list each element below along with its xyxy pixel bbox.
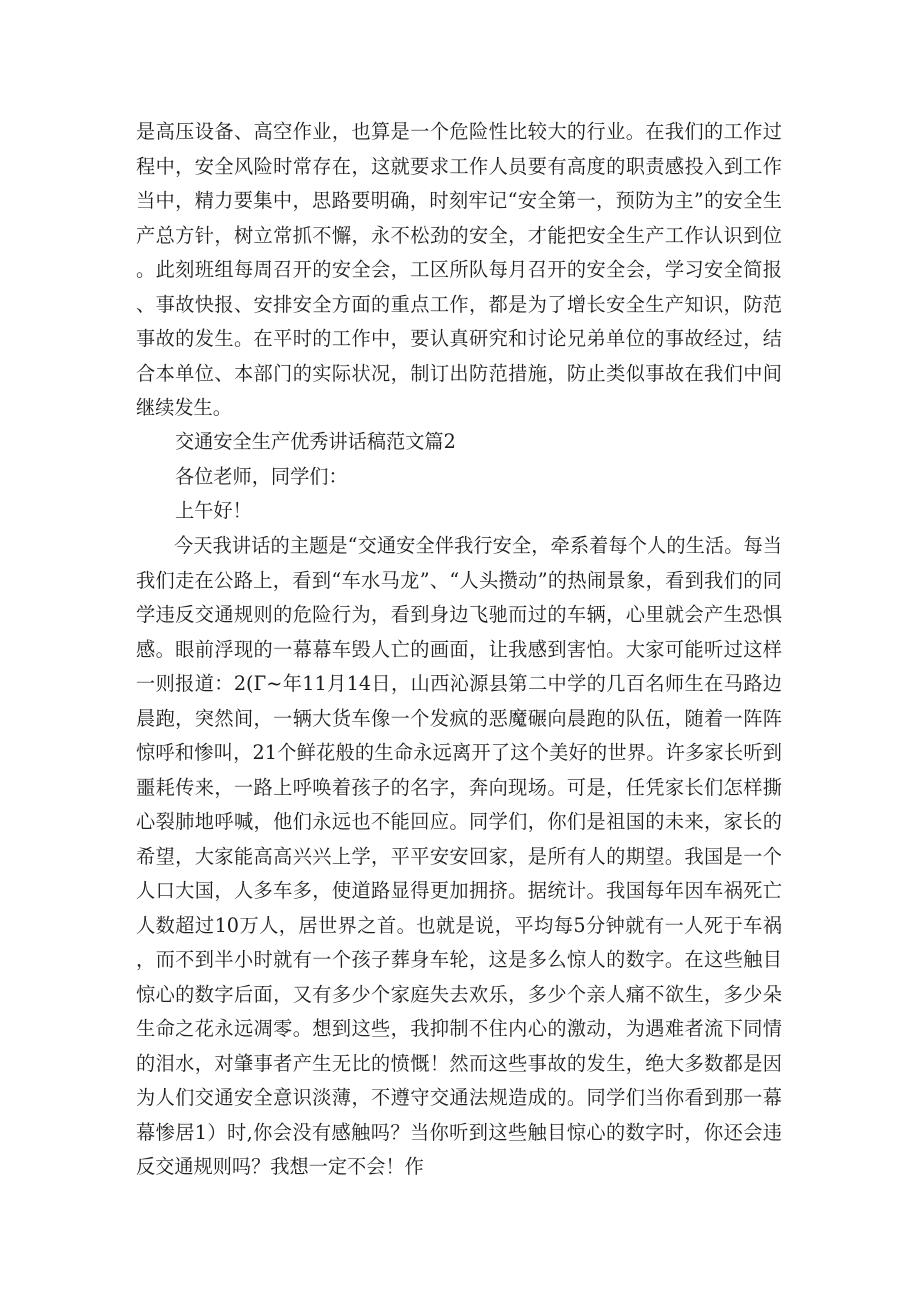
morning-greeting: 上午好！ bbox=[175, 499, 252, 522]
section-title: 交通安全生产优秀讲话稿范文篇2 bbox=[175, 430, 456, 453]
speech-paragraph: 今天我讲话的主题是“交通安全伴我行安全，牵系着每个人的生活。每当我们走在公路上，看到“车水马龙”、“人头攒动”的热闹景象，看到我们的同学违反交通规则的危险行为，看到身边飞驰而过的车辆，心里就会产生恐惧感。眼前浮现的一幕幕车毁人亡的画面，让我感到害怕。大家可能听过这样一则报道：2(Г~年11月14日，山西沁源县第二中学的几百名师生在马路边晨跑，突然间，一辆大货车像一个发疯的恶魔碾向晨跑的队伍，随着一阵阵惊呼和惨叫，21个鲜花般的生命永远离开了这个美好的世界。许多家长听到噩耗传来，一路上呼唤着孩子的名字，奔向现场。可是，任凭家长们怎样撕心裂肺地呼喊，他们永远也不能回应。同学们，你们是祖国的未来，家长的希望，大家能高高兴兴上学，平平安安回家，是所有人的期望。我国是一个人口大国，人多车多，使道路显得更加拥挤。据统计。我国每年因车祸死亡人数超过10万人，居世界之首。也就是说，平均每5分钟就有一人死于车祸，而不到半小时就有一个孩子葬身车轮，这是多么惊人的数字。在这些触目惊心的数字后面，又有多少个家庭失去欢乐，多少个亲人痛不欲生，多少朵生命之花永远凋零。想到这些，我抑制不住内心的激动，为遇难者流下同情的泪水，对肇事者产生无比的愤慨！然而这些事故的发生，绝大多数都是因为人们交通安全意识淡薄，不遵守交通法规造成的。同学们当你看到那一幕幕惨居1）时,你会没有感触吗？当你听到这些触目惊心的数字时，你还会违反交通规则吗？我想一定不会！作 bbox=[136, 534, 782, 1178]
speech-greeting: 各位老师，同学们： bbox=[175, 465, 348, 488]
continuation-paragraph: 是高压设备、高空作业，也算是一个危险性比较大的行业。在我们的工作过程中，安全风险时常存在，这就要求工作人员要有高度的职责感投入到工作当中，精力要集中，思路要明确，时刻牢记“安全第一，预防为主”的安全生产总方针，树立常抓不懈，永不松劲的安全，才能把安全生产工作认识到位。此刻班组每周召开的安全会，工区所队每月召开的安全会，学习安全简报、事故快报、安排安全方面的重点工作，都是为了增长安全生产知识，防范事故的发生。在平时的工作中，要认真研究和讨论兄弟单位的事故经过，结合本单位、本部门的实际状况，制订出防范措施，防止类似事故在我们中间继续发生。 bbox=[136, 120, 782, 419]
